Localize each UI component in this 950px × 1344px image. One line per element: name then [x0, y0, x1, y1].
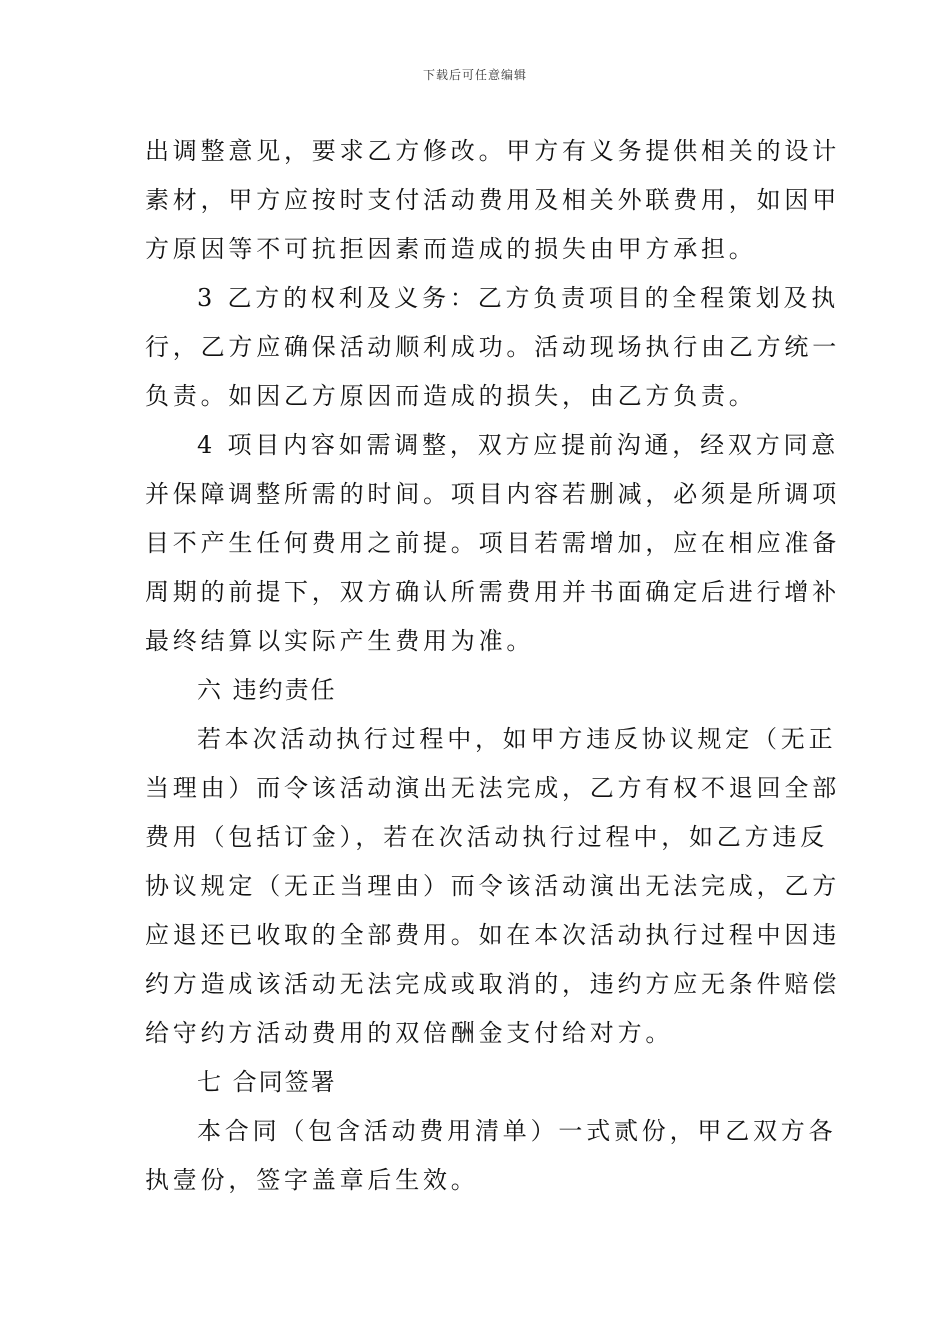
text-line: 3 乙方的权利及义务：乙方负责项目的全程策划及执 [197, 284, 840, 312]
section-heading: 六 违约责任 [197, 676, 337, 704]
text-line: 当理由）而令该活动演出无法完成，乙方有权不退回全部 [145, 774, 840, 802]
text-line: 出调整意见，要求乙方修改。甲方有义务提供相关的设计 [145, 137, 840, 165]
text-line: 并保障调整所需的时间。项目内容若删减，必须是所调项 [145, 480, 840, 508]
page-header-note: 下载后可任意编辑 [422, 68, 527, 82]
text-line: 素材，甲方应按时支付活动费用及相关外联费用，如因甲 [145, 186, 840, 214]
text-line: 行，乙方应确保活动顺利成功。活动现场执行由乙方统一 [145, 333, 840, 361]
text-line: 应退还已收取的全部费用。如在本次活动执行过程中因违 [145, 921, 840, 949]
text-line: 协议规定（无正当理由）而令该活动演出无法完成，乙方 [145, 872, 840, 900]
text-line: 本合同（包含活动费用清单）一式贰份，甲乙双方各 [197, 1117, 837, 1145]
text-line: 费用（包括订金），若在次活动执行过程中，如乙方违反 [145, 823, 828, 851]
text-line: 负责。如因乙方原因而造成的损失，由乙方负责。 [145, 382, 757, 410]
text-line: 执壹份，签字盖章后生效。 [145, 1166, 479, 1194]
section-heading: 七 合同签署 [197, 1068, 337, 1096]
text-line: 最终结算以实际产生费用为准。 [145, 627, 535, 655]
text-line: 4 项目内容如需调整，双方应提前沟通，经双方同意 [197, 431, 840, 459]
text-line: 给守约方活动费用的双倍酬金支付给对方。 [145, 1019, 674, 1047]
text-line: 目不产生任何费用之前提。项目若需增加，应在相应准备 [145, 529, 840, 557]
text-line: 方原因等不可抗拒因素而造成的损失由甲方承担。 [145, 235, 757, 263]
text-line: 周期的前提下，双方确认所需费用并书面确定后进行增补 [145, 578, 840, 606]
text-line: 若本次活动执行过程中，如甲方违反协议规定（无正 [197, 725, 837, 753]
text-line: 约方造成该活动无法完成或取消的，违约方应无条件赔偿 [145, 970, 840, 998]
document-body [145, 127, 840, 1205]
